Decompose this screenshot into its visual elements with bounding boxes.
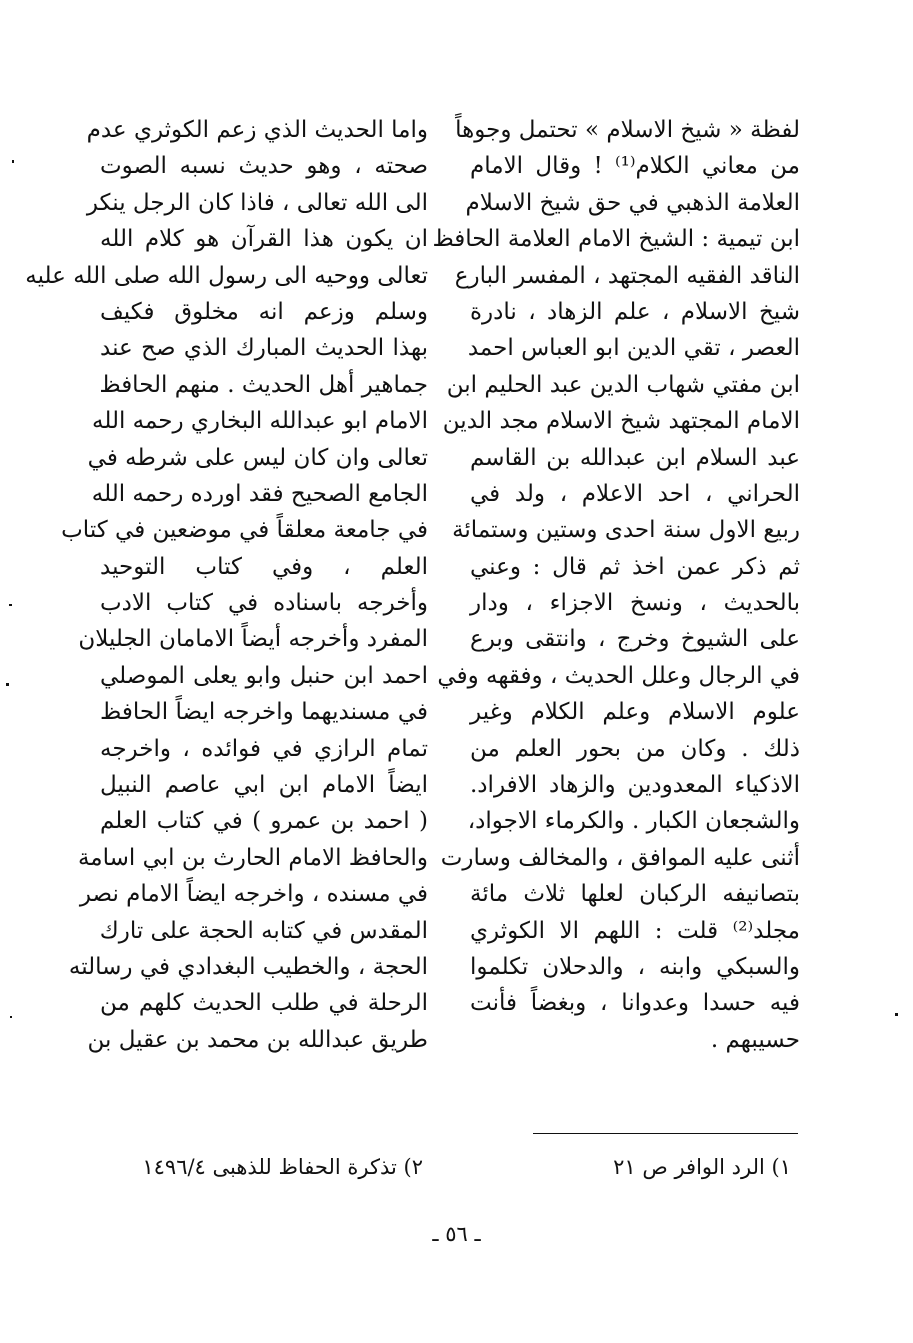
scan-speck	[6, 683, 9, 686]
text-line: علوم الاسلام وعلم الكلام وغير	[470, 699, 800, 726]
text-line: العلامة الذهبي في حق شيخ الاسلام	[465, 189, 800, 216]
text-line: ابن تيمية : الشيخ الامام العلامة الحافظ	[432, 226, 800, 253]
text-line: طريق عبدالله بن محمد بن عقيل بن	[87, 1026, 428, 1053]
footnote-2: ٢) تذكرة الحفاظ للذهبى ١٤٩٦/٤	[142, 1155, 423, 1179]
text-line: تعالى ووحيه الى رسول الله صلى الله عليه	[25, 262, 428, 289]
text-line: فيه حسدا وعدوانا ، وبغضاً فأنت	[470, 990, 800, 1017]
text-line: صحته ، وهو حديث نسبه الصوت	[100, 153, 428, 180]
text-line: ان يكون هذا القرآن هو كلام الله	[100, 226, 428, 253]
text-line: والشجعان الكبار . والكرماء الاجواد،	[467, 808, 800, 835]
text-line: تمام الرازي في فوائده ، واخرجه	[100, 735, 428, 762]
text-line: العصر ، تقي الدين ابو العباس احمد	[467, 335, 800, 362]
text-line: المفرد وأخرجه أيضاً الامامان الجليلان	[78, 626, 428, 653]
text-line: وأخرجه باسناده في كتاب الادب	[100, 590, 428, 617]
text-line: ( احمد بن عمرو ) في كتاب العلم	[100, 808, 428, 835]
text-line: الرحلة في طلب الحديث كلهم من	[100, 990, 428, 1017]
text-line: والسبكي وابنه ، والدحلان تكلموا	[470, 953, 800, 980]
text-line: لفظة « شيخ الاسلام » تحتمل وجوهاً	[455, 117, 800, 143]
scan-speck	[9, 604, 12, 606]
right-text-column	[432, 112, 800, 1058]
scan-speck	[12, 160, 14, 163]
text-line: الحراني ، احد الاعلام ، ولد في	[470, 480, 800, 507]
text-line: والحافظ الامام الحارث بن ابي اسامة	[77, 844, 428, 871]
text-line: ابن مفتي شهاب الدين عبد الحليم ابن	[446, 371, 800, 398]
text-line: في مسنديهما واخرجه ايضاً الحافظ	[100, 699, 428, 726]
text-line: الحجة ، والخطيب البغدادي في رسالته	[68, 953, 428, 980]
scan-speck	[895, 1013, 898, 1016]
text-line: بالحديث ، ونسخ الاجزاء ، ودار	[470, 590, 800, 617]
scan-speck	[10, 1016, 12, 1018]
text-line: الاذكياء المعدودين والزهاد الافراد.	[470, 772, 800, 799]
text-line: الامام ابو عبدالله البخاري رحمه الله	[92, 408, 428, 435]
text-line: المقدس في كتابه الحجة على تارك	[99, 917, 428, 944]
text-line: وسلم وزعم انه مخلوق فكيف	[100, 298, 428, 325]
text-line: من معاني الكلام⁽¹⁾ ! وقال الامام	[470, 153, 800, 180]
text-line: الناقد الفقيه المجتهد ، المفسر البارع	[454, 262, 800, 289]
text-line: بتصانيفه الركبان لعلها ثلاث مائة	[470, 881, 800, 908]
text-line: مجلد⁽²⁾ قلت : اللهم الا الكوثري	[470, 917, 800, 944]
text-line: حسيبهم .	[710, 1026, 800, 1053]
text-line: ثم ذكر عمن اخذ ثم قال : وعني	[470, 553, 800, 580]
text-line: ربيع الاول سنة احدى وستين وستمائة	[452, 517, 800, 544]
text-line: في مسنده ، واخرجه ايضاً الامام نصر	[79, 881, 428, 908]
text-line: عبد السلام ابن عبدالله بن القاسم	[470, 444, 800, 471]
text-line: في جامعة معلقاً في موضعين في كتاب	[61, 517, 428, 544]
footnote-1: ١) الرد الوافر ص ٢١	[613, 1155, 791, 1179]
left-text-column	[25, 112, 428, 1058]
text-line: بهذا الحديث المبارك الذي صح عند	[100, 335, 428, 362]
footnote-divider	[533, 1133, 798, 1134]
text-line: أثنى عليه الموافق ، والمخالف وسارت	[440, 844, 800, 871]
text-line: الى الله تعالى ، فاذا كان الرجل ينكر	[86, 189, 428, 216]
text-line: الامام المجتهد شيخ الاسلام مجد الدين	[442, 408, 800, 435]
text-line: تعالى وان كان ليس على شرطه في	[87, 444, 428, 471]
text-line: احمد ابن حنبل وابو يعلى الموصلي	[100, 662, 428, 689]
text-line: في الرجال وعلل الحديث ، وفقهه وفي	[437, 662, 800, 689]
text-line: واما الحديث الذي زعم الكوثري عدم	[86, 117, 428, 143]
text-line: ذلك . وكان من بحور العلم من	[470, 735, 800, 762]
text-line: شيخ الاسلام ، علم الزهاد ، نادرة	[470, 298, 800, 325]
text-line: على الشيوخ وخرج ، وانتقى وبرع	[470, 626, 800, 653]
page-number: ـ ٥٦ ـ	[432, 1222, 481, 1246]
text-line: الجامع الصحيح فقد اورده رحمه الله	[91, 480, 428, 507]
text-line: جماهير أهل الحديث . منهم الحافظ	[99, 371, 428, 398]
text-line: العلم ، وفي كتاب التوحيد	[100, 553, 428, 580]
text-line: ايضاً الامام ابن ابي عاصم النبيل	[100, 772, 428, 799]
